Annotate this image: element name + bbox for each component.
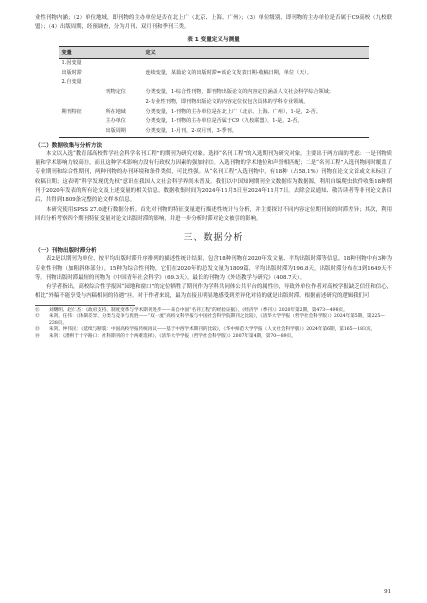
table-row: 刊物定位 分类变量，1-综合性刊物，即刊物出版论文的内容定位涵盖人文社会科学综合领域； xyxy=(105,89,334,96)
paragraph-analysis-method: 本研究使用SPSS 27.0进行数据分析。首先对刊物的特征变量进行描述性统计与分析，并主要探讨不同内容定位期刊间的时滞差异；其次，利用回归分析考察四个期刊特征变量对论文出版时滞的影响，并进一步分析时滞对论文被引的影响。 xyxy=(35,206,392,222)
variable-table xyxy=(59,46,369,138)
table-row: 2-专业性刊物，即刊物出版论文的内容定位仅包含具体的学科专业领域。 xyxy=(145,98,309,105)
paragraph-scholar-view: 有学者指出，高校综合性学报因“园地和窗口”的定位牺牲了期刊作为学科共同体公共平台的属性⑬，导致外单位作者对高校学报缺乏信任和信心，相比“外稿不能享受与内稿相同的待遇”⑭。对于作者来说，最为直接且明显地感受到差异化对待的就是出版时滞。根据前述研究的逻辑我们可 xyxy=(35,284,392,300)
footnote: ⑬ 朱剑、仲伟民：《延续与断裂：中国高校学报传统再议——基于中西学术期刊的比较》，《华中师范大学学报（人文社会科学版）》2024年第6期，第165—183页。 xyxy=(35,327,376,333)
table-row: 出版周期 分类变量，1-月刊，2-双月刊，3-季刊。 xyxy=(59,127,369,137)
section-title-data-analysis: 三、数据分析 xyxy=(183,233,244,244)
section-heading-data-collection: （二）数据收集与分析方法 xyxy=(35,142,103,149)
footnote-divider xyxy=(35,305,135,306)
paragraph-table2-summary: 表2是以期刊为单位、按平均出版时滞升序排列的描述性统计结果，包含18种刊物在2020年发文量、平均出版时滞等信息。18种刊物中有3种为专业性刊物（加粗斜体部分），15种为综合性刊物，它们在2020年的总发文量为1809篇，平均出版时滞为196.8天，出版时滞分布在3到1649天不等。刊物出版时滞最短的刊物为《中国青年社会科学》（69.3天），最长的刊物为《外语教学与研究》（408.7天）。 xyxy=(35,256,392,281)
header-blank xyxy=(103,46,143,58)
table-caption: 表 1 变量定义与测量 xyxy=(187,36,240,43)
footnote: ⑫ 朱剑、任伟：《体制差异、分类与竞争与优胜——“双一流”高校文科学报与中国社会科学院期刊之比较》，《清华大学学报（哲学社会科学版）》2024年第5期，第225—238页。 xyxy=(35,314,385,326)
header-definition: 定义 xyxy=(143,46,369,58)
intro-paragraph: 业性刊物内涵；（2）单位地域，即刊物的主办单位是否在北上广（北京、上海、广州）；（3）单位级别，即刊物的主办单位是否属于C9高校（九校联盟）；（4）出版周期，经预调查，分为月刊、双月刊和季刊三类。 xyxy=(35,15,392,31)
table-row: 2.自变量 xyxy=(61,79,82,86)
table-row: 主办单位 分类变量，1-刊物的主办单位是否属于C9（九校联盟），1-是，2-否。 xyxy=(105,118,303,125)
table-row: 出版时滞 连续变量，某篇论文的出版时滞=该论文发表日期-收稿日期，单位（天）。 xyxy=(61,69,312,76)
header-variable: 变量 xyxy=(59,46,103,58)
table-row: 1.因变量 xyxy=(61,59,82,66)
section-heading-publication-delay: （一）刊物出版时滞分析 xyxy=(35,248,97,255)
footnotes xyxy=(35,308,392,341)
paragraph-research-object: 本文以入选“教育部高校哲学社会科学名刊工程”的期刊为研究对象。选择“名刊工程”的入选期刊为研究对象，主要出于两方面的考虑：一是刊物质量和学术影响力较高⑪，而且这种学术影响力没有行政权力因素的强加持⑫。入选刊物的学术地位和声誉相匹配；二是“名刊工程”入选刊物同时覆盖了专业期刊和综合性期刊，两种刊物的办刊环境和条件类似，可比性强。从“名刊工程”入选刊物中，有18种（占58.1%）刊物在论文文首或文末标注了收稿日期；这表明“科学发现优先权”意识在我国人文社会科学界尚未普及。我们以中国知网期刊全文数据库为数据源，利用自编爬虫软件收集18种期刊于2020年发表的所有论文及上述变量的相关信息。数据收集时间为2024年11月5日至2024年11月7日。去除会议通知、敬告读者等非刊论文条目后，共得到1809条完整的论文样本信息。 xyxy=(35,150,392,204)
footnote: ⑭ 朱剑：《潜则于十字路口：社科期刊的十个两难选择》，《清华大学学报（哲学社会科学版）》2007年第4期，第70—89页。 xyxy=(35,334,296,340)
table-header-row xyxy=(59,46,369,58)
table-row: 期刊特征 所在地域 分类变量，1-刊物的主办单位是在北上广（北京、上海、广州），1-是，2-否。 xyxy=(61,108,321,115)
footnote: ⑪ 刘曙明、赵仁杰：《政府支持、制度变革与学术期刊进步——来自中国“名刊工程”的经验证据》，《经济学（季刊）》2020年第2期，第473—498页。 xyxy=(35,307,348,313)
page-number: 91 xyxy=(384,589,391,595)
